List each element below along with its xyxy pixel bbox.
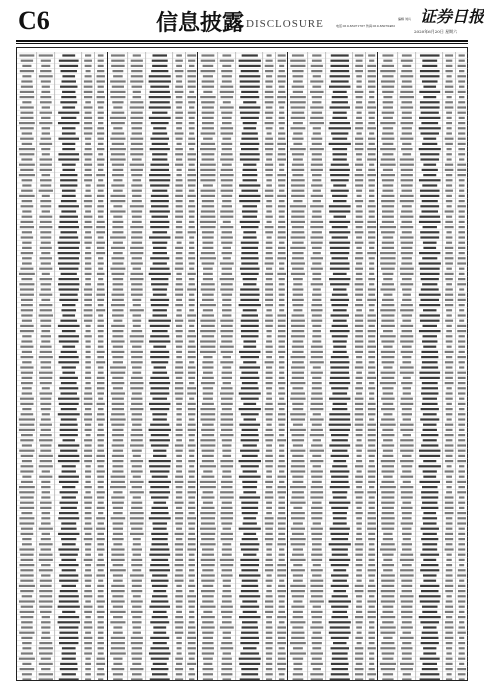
table-column-2 [107,52,197,680]
page-number: C6 [18,6,50,35]
header-rule-thick [16,40,468,42]
section-title: 信息披露 [156,10,245,36]
contact-line: 电话:010-63071767 传真:010-63070482 [336,24,395,28]
issue-date: 2020年6月20日 星期六 [414,29,458,34]
table-column-1 [17,52,107,680]
header-rule-thin [16,43,468,44]
section-title-en: DISCLOSURE [246,18,324,30]
masthead [0,0,484,44]
table-column-4 [287,52,377,680]
table-column-5 [377,52,467,680]
table-column-3 [197,52,287,680]
editor-credit: 编辑 刘兵 [398,17,411,21]
newspaper-logo: 证券日报 [420,7,484,26]
